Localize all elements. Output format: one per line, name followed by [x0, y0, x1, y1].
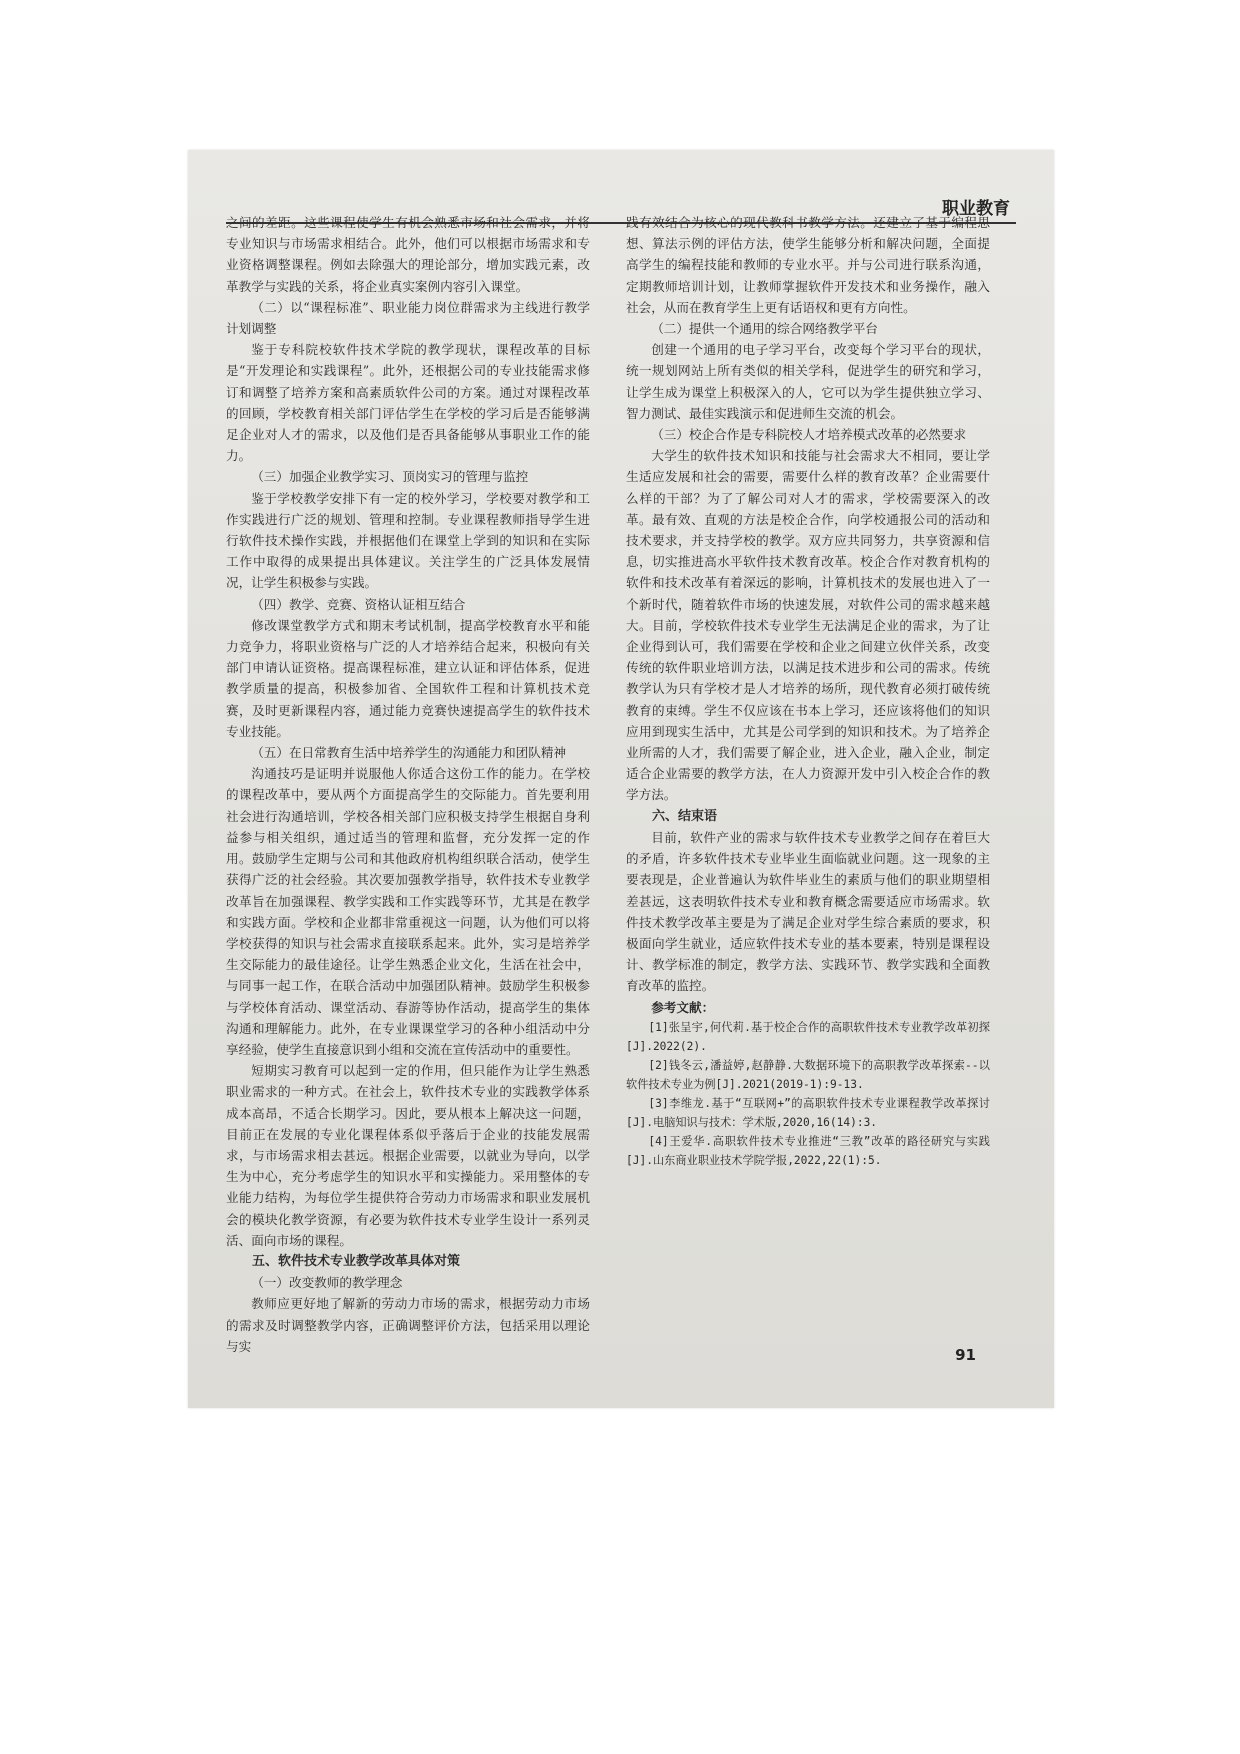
paragraph: 短期实习教育可以起到一定的作用，但只能作为让学生熟悉职业需求的一种方式。在社会上，软件技术专业的实践教学体系成本高昂，不适合长期学习。因此，要从根本上解决这一问题，目前正在发展的专业化课程体系似乎落后于企业的技能发展需求，与市场需求相去甚远。根据企业需要，以就业为导向，以学生为中心，充分考虑学生的知识水平和实操能力。采用整体的专业能力结构，为每位学生提供符合劳动力市场需求和职业发展机会的模块化教学资源，有必要为软件技术专业学生设计一系列灵活、面向市场的课程。	[226, 1063, 590, 1248]
subheading: （二）以“课程标准”、职业能力岗位群需求为主线进行教学计划调整	[226, 299, 590, 337]
journal-title: 职业教育	[942, 199, 1010, 219]
subheading: （四）教学、竞赛、资格认证相互结合	[251, 596, 466, 612]
section-heading: 五、软件技术专业教学改革具体对策	[252, 1253, 461, 1269]
paragraph: 创建一个通用的电子学习平台，改变每个学习平台的现状，统一规划网站上所有类似的相关学科，促进学生的研究和学习，让学生成为课堂上积极深入的人，它可以为学生提供独立学习、智力测试、最佳实践演示和促进师生交流的机会。	[626, 342, 990, 421]
subheading: （五）在日常教育生活中培养学生的沟通能力和团队精神	[251, 745, 567, 761]
paragraph: 沟通技巧是证明并说服他人你适合这份工作的能力。在学校的课程改革中，要从两个方面提高学生的交际能力。首先要利用社会进行沟通培训，学校各相关部门应积极支持学生根据自身利益参与相关组织，通过适当的管理和监督，充分发挥一定的作用。鼓励学生定期与公司和其他政府机构组织联合活动，使学生获得广泛的社会经验。其次要加强教学指导，软件技术专业教学改革旨在加强课程、教学实践和工作实践等环节，尤其是在教学和实践方面。学校和企业都非常重视这一问题，认为他们可以将学校获得的知识与社会需求直接联系起来。此外，实习是培养学生交际能力的最佳途径。让学生熟悉企业文化，生活在社会中，与同事一起工作，在联合活动中加强团队精神。鼓励学生积极参与学校体育活动、课堂活动、春游等协作活动，提高学生的集体沟通和理解能力。此外，在专业课课堂学习的各种小组活动中分享经验，使学生直接意识到小组和交流在宣传活动中的重要性。	[226, 766, 590, 1057]
references-title: 参考文献：	[651, 999, 715, 1015]
reference-item: [4]王爱华.高职软件技术专业推进“三教”改革的路径研究与实践[J].山东商业职业技术学院学报,2022,22(1):5.	[626, 1134, 990, 1167]
reference-item: [3]李维龙.基于“互联网+”的高职软件技术专业课程教学改革探讨[J].电脑知识与技术：学术版,2020,16(14):3.	[626, 1096, 990, 1129]
paragraph: 践有效结合为核心的现代教科书教学方法。还建立了基于编程思想、算法示例的评估方法，使学生能够分析和解决问题，全面提高学生的编程技能和教师的专业水平。并与公司进行联系沟通，定期教师培训计划，让教师掌握软件开发技术和业务操作，融入社会，从而在教育学生上更有话语权和更有方向性。	[626, 215, 990, 315]
section-heading: 六、结束语	[652, 808, 718, 824]
page-number: 91	[955, 1346, 976, 1364]
right-column	[626, 212, 990, 1170]
subheading: （一）改变教师的教学理念	[251, 1275, 403, 1291]
paragraph: 鉴于专科院校软件技术学院的教学现状，课程改革的目标是“开发理论和实践课程”。此外，还根据公司的专业技能需求修订和调整了培养方案和高素质软件公司的方案。通过对课程改革的回顾，学校教育相关部门评估学生在学校的学习后是否能够满足企业对人才的需求，以及他们是否具备能够从事职业工作的能力。	[226, 342, 590, 464]
paragraph: 之间的差距。这些课程使学生有机会熟悉市场和社会需求，并将专业知识与市场需求相结合。此外，他们可以根据市场需求和专业资格调整课程。例如去除强大的理论部分，增加实践元素，改革教学与实践的关系，将企业真实案例内容引入课堂。	[226, 215, 590, 294]
subheading: （二）提供一个通用的综合网络教学平台	[651, 321, 878, 337]
paragraph: 修改课堂教学方式和期末考试机制，提高学校教育水平和能力竞争力，将职业资格与广泛的人才培养结合起来，积极向有关部门申请认证资格。提高课程标准，建立认证和评估体系，促进教学质量的提高，积极参加省、全国软件工程和计算机技术竞赛，及时更新课程内容，通过能力竞赛快速提高学生的软件技术专业技能。	[226, 617, 590, 739]
subheading: （三）校企合作是专科院校人才培养模式改革的必然要求	[651, 427, 967, 443]
reference-item: [1]张呈宇,何代莉.基于校企合作的高职软件技术专业教学改革初探[J].2022(2).	[626, 1020, 990, 1053]
subheading: （三）加强企业教学实习、顶岗实习的管理与监控	[251, 469, 529, 485]
paragraph: 大学生的软件技术知识和技能与社会需求大不相同，要让学生适应发展和社会的需要，需要什么样的教育改革？企业需要什么样的干部？为了了解公司对人才的需求，学校需要深入的改革。最有效、直观的方法是校企合作，向学校通报公司的活动和技术要求，并支持学校的教学。双方应共同努力，共享资源和信息，切实推进高水平软件技术教育改革。校企合作对教育机构的软件和技术改革有着深远的影响，计算机技术的发展也进入了一个新时代，随着软件市场的快速发展，对软件公司的需求越来越大。目前，学校软件技术专业学生无法满足企业的需求，为了让企业得到认可，我们需要在学校和企业之间建立伙伴关系，改变传统的软件职业培训方法，以满足技术进步和公司的需求。传统教学认为只有学校才是人才培养的场所，现代教育必须打破传统教育的束缚。学生不仅应该在书本上学习，还应该将他们的知识应用到现实生活中，尤其是公司学到的知识和技术。为了培养企业所需的人才，我们需要了解企业，进入企业，融入企业，制定适合企业需要的教学方法，在人力资源开发中引入校企合作的教学方法。	[626, 448, 990, 803]
left-column	[226, 212, 590, 1357]
journal-page	[188, 150, 1054, 1408]
paragraph: 教师应更好地了解新的劳动力市场的需求，根据劳动力市场的需求及时调整教学内容，正确调整评价方法，包括采用以理论与实	[226, 1296, 590, 1354]
paragraph: 目前，软件产业的需求与软件技术专业教学之间存在着巨大的矛盾，许多软件技术专业毕业生面临就业问题。这一现象的主要表现是，企业普遍认为软件毕业生的素质与他们的职业期望相差甚远，这表明软件技术专业和教育概念需要适应市场需求。软件技术教学改革主要是为了满足企业对学生综合素质的要求，积极面向学生就业，适应软件技术专业的基本要素，特别是课程设计、教学标准的制定，教学方法、实践环节、教学实践和全面教育改革的监控。	[626, 829, 990, 994]
paragraph: 鉴于学校教学安排下有一定的校外学习，学校要对教学和工作实践进行广泛的规划、管理和控制。专业课程教师指导学生进行软件技术操作实践，并根据他们在课堂上学到的知识和在实际工作中取得的成果提出具体建议。关注学生的广泛具体发展情况，让学生积极参与实践。	[226, 490, 590, 591]
reference-item: [2]钱冬云,潘益婷,赵静静.大数据环境下的高职教学改革探索--以软件技术专业为例[J].2021(2019-1):9-13.	[626, 1058, 990, 1091]
